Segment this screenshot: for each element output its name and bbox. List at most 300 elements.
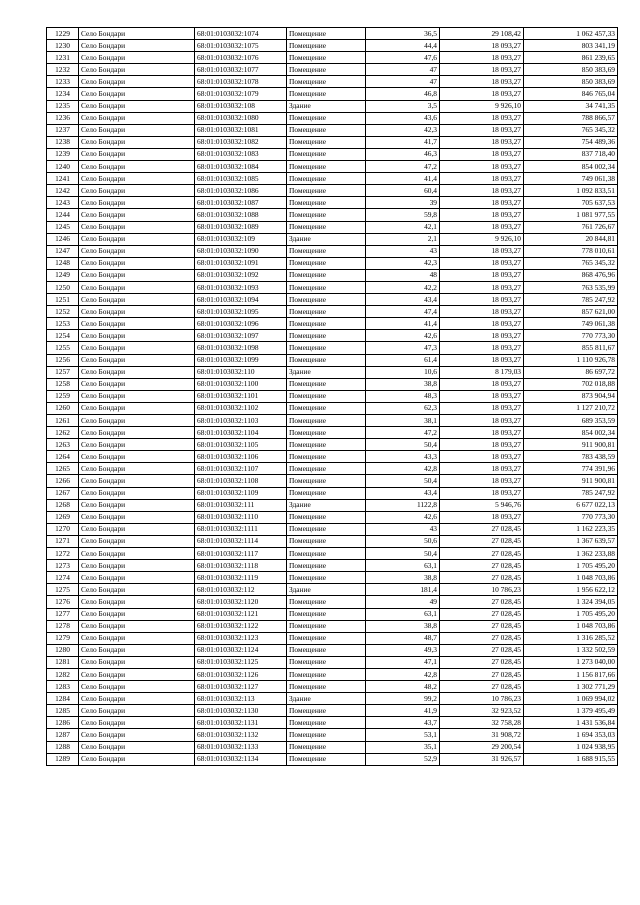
area-cell: 38,8 — [366, 378, 440, 390]
table-row — [47, 281, 618, 293]
settlement-cell: Село Бондари — [79, 620, 195, 632]
settlement-cell: Село Бондари — [79, 681, 195, 693]
cadastral-value-cell: 770 773,30 — [524, 511, 618, 523]
row-number-cell: 1242 — [47, 185, 79, 197]
object-type-cell: Здание — [287, 584, 366, 596]
unit-value-cell: 32 923,52 — [440, 705, 524, 717]
table-row — [47, 294, 618, 306]
unit-value-cell: 27 028,45 — [440, 668, 524, 680]
unit-value-cell: 27 028,45 — [440, 620, 524, 632]
object-type-cell: Помещение — [287, 729, 366, 741]
row-number-cell: 1264 — [47, 451, 79, 463]
settlement-cell: Село Бондари — [79, 64, 195, 76]
unit-value-cell: 18 093,27 — [440, 294, 524, 306]
row-number-cell: 1232 — [47, 64, 79, 76]
unit-value-cell: 18 093,27 — [440, 306, 524, 318]
object-type-cell: Помещение — [287, 608, 366, 620]
row-number-cell: 1285 — [47, 705, 79, 717]
cadastral-value-cell: 788 866,57 — [524, 112, 618, 124]
settlement-cell: Село Бондари — [79, 402, 195, 414]
table-row — [47, 668, 618, 680]
unit-value-cell: 27 028,45 — [440, 548, 524, 560]
cadastral-value-cell: 765 345,32 — [524, 124, 618, 136]
unit-value-cell: 9 926,10 — [440, 100, 524, 112]
cadastral-value-cell: 86 697,72 — [524, 366, 618, 378]
settlement-cell: Село Бондари — [79, 366, 195, 378]
object-type-cell: Помещение — [287, 40, 366, 52]
row-number-cell: 1259 — [47, 390, 79, 402]
cadastral-number-cell: 68:01:0103032:1075 — [195, 40, 287, 52]
settlement-cell: Село Бондари — [79, 100, 195, 112]
cadastral-number-cell: 68:01:0103032:1091 — [195, 257, 287, 269]
object-type-cell: Помещение — [287, 257, 366, 269]
cadastral-value-cell: 1 332 502,59 — [524, 644, 618, 656]
object-type-cell: Помещение — [287, 596, 366, 608]
cadastral-value-cell: 1 379 495,49 — [524, 705, 618, 717]
cadastral-number-cell: 68:01:0103032:1119 — [195, 572, 287, 584]
cadastral-value-cell: 1 694 353,03 — [524, 729, 618, 741]
cadastral-value-cell: 861 239,65 — [524, 52, 618, 64]
cadastral-number-cell: 68:01:0103032:1130 — [195, 705, 287, 717]
row-number-cell: 1246 — [47, 233, 79, 245]
table-row — [47, 717, 618, 729]
table-row — [47, 88, 618, 100]
area-cell: 43,7 — [366, 717, 440, 729]
cadastral-value-cell: 1 110 926,78 — [524, 354, 618, 366]
settlement-cell: Село Бондари — [79, 693, 195, 705]
row-number-cell: 1244 — [47, 209, 79, 221]
cadastral-value-cell: 778 010,61 — [524, 245, 618, 257]
settlement-cell: Село Бондари — [79, 161, 195, 173]
table-row — [47, 209, 618, 221]
area-cell: 42,2 — [366, 281, 440, 293]
unit-value-cell: 31 926,57 — [440, 753, 524, 765]
area-cell: 42,6 — [366, 511, 440, 523]
row-number-cell: 1235 — [47, 100, 79, 112]
cadastral-number-cell: 68:01:0103032:1124 — [195, 644, 287, 656]
row-number-cell: 1270 — [47, 523, 79, 535]
object-type-cell: Здание — [287, 100, 366, 112]
row-number-cell: 1255 — [47, 342, 79, 354]
row-number-cell: 1239 — [47, 148, 79, 160]
object-type-cell: Помещение — [287, 427, 366, 439]
unit-value-cell: 18 093,27 — [440, 463, 524, 475]
cadastral-value-cell: 1 092 833,51 — [524, 185, 618, 197]
settlement-cell: Село Бондари — [79, 173, 195, 185]
table-row — [47, 572, 618, 584]
table-row — [47, 475, 618, 487]
unit-value-cell: 18 093,27 — [440, 76, 524, 88]
cadastral-number-cell: 68:01:0103032:1074 — [195, 28, 287, 40]
row-number-cell: 1253 — [47, 318, 79, 330]
unit-value-cell: 18 093,27 — [440, 451, 524, 463]
object-type-cell: Помещение — [287, 717, 366, 729]
cadastral-value-cell: 1 316 285,52 — [524, 632, 618, 644]
row-number-cell: 1263 — [47, 439, 79, 451]
cadastral-value-cell: 873 904,94 — [524, 390, 618, 402]
cadastral-number-cell: 68:01:0103032:1104 — [195, 427, 287, 439]
table-row — [47, 64, 618, 76]
area-cell: 50,6 — [366, 535, 440, 547]
cadastral-value-cell: 754 489,36 — [524, 136, 618, 148]
unit-value-cell: 18 093,27 — [440, 209, 524, 221]
settlement-cell: Село Бондари — [79, 245, 195, 257]
cadastral-number-cell: 68:01:0103032:1100 — [195, 378, 287, 390]
area-cell: 43,6 — [366, 112, 440, 124]
row-number-cell: 1248 — [47, 257, 79, 269]
cadastral-number-cell: 68:01:0103032:1126 — [195, 668, 287, 680]
unit-value-cell: 9 926,10 — [440, 233, 524, 245]
unit-value-cell: 18 093,27 — [440, 439, 524, 451]
unit-value-cell: 18 093,27 — [440, 245, 524, 257]
area-cell: 36,5 — [366, 28, 440, 40]
area-cell: 41,4 — [366, 173, 440, 185]
settlement-cell: Село Бондари — [79, 281, 195, 293]
settlement-cell: Село Бондари — [79, 705, 195, 717]
settlement-cell: Село Бондари — [79, 415, 195, 427]
row-number-cell: 1240 — [47, 161, 79, 173]
object-type-cell: Помещение — [287, 112, 366, 124]
settlement-cell: Село Бондари — [79, 257, 195, 269]
unit-value-cell: 10 786,23 — [440, 584, 524, 596]
object-type-cell: Помещение — [287, 475, 366, 487]
cadastral-value-cell: 1 048 703,86 — [524, 572, 618, 584]
object-type-cell: Помещение — [287, 221, 366, 233]
row-number-cell: 1289 — [47, 753, 79, 765]
cadastral-value-cell: 911 900,81 — [524, 439, 618, 451]
object-type-cell: Помещение — [287, 281, 366, 293]
table-row — [47, 499, 618, 511]
settlement-cell: Село Бондари — [79, 40, 195, 52]
unit-value-cell: 18 093,27 — [440, 354, 524, 366]
area-cell: 2,1 — [366, 233, 440, 245]
cadastral-value-cell: 1 273 040,00 — [524, 656, 618, 668]
cadastral-number-cell: 68:01:0103032:1077 — [195, 64, 287, 76]
area-cell: 41,9 — [366, 705, 440, 717]
cadastral-number-cell: 68:01:0103032:1121 — [195, 608, 287, 620]
object-type-cell: Помещение — [287, 64, 366, 76]
unit-value-cell: 18 093,27 — [440, 124, 524, 136]
area-cell: 43 — [366, 523, 440, 535]
cadastral-number-cell: 68:01:0103032:1084 — [195, 161, 287, 173]
cadastral-value-cell: 1 302 771,29 — [524, 681, 618, 693]
unit-value-cell: 18 093,27 — [440, 52, 524, 64]
cadastral-value-cell: 1 081 977,55 — [524, 209, 618, 221]
object-type-cell: Помещение — [287, 209, 366, 221]
object-type-cell: Помещение — [287, 705, 366, 717]
row-number-cell: 1272 — [47, 548, 79, 560]
object-type-cell: Помещение — [287, 330, 366, 342]
unit-value-cell: 18 093,27 — [440, 475, 524, 487]
area-cell: 46,3 — [366, 148, 440, 160]
cadastral-value-cell: 1 162 223,35 — [524, 523, 618, 535]
settlement-cell: Село Бондари — [79, 572, 195, 584]
cadastral-number-cell: 68:01:0103032:1123 — [195, 632, 287, 644]
settlement-cell: Село Бондари — [79, 88, 195, 100]
table-row — [47, 427, 618, 439]
row-number-cell: 1284 — [47, 693, 79, 705]
row-number-cell: 1262 — [47, 427, 79, 439]
table-row — [47, 644, 618, 656]
cadastral-table — [46, 27, 618, 766]
cadastral-number-cell: 68:01:0103032:1122 — [195, 620, 287, 632]
settlement-cell: Село Бондари — [79, 52, 195, 64]
settlement-cell: Село Бондари — [79, 354, 195, 366]
cadastral-value-cell: 783 438,59 — [524, 451, 618, 463]
area-cell: 48,2 — [366, 681, 440, 693]
object-type-cell: Помещение — [287, 390, 366, 402]
unit-value-cell: 27 028,45 — [440, 608, 524, 620]
row-number-cell: 1245 — [47, 221, 79, 233]
unit-value-cell: 27 028,45 — [440, 572, 524, 584]
cadastral-number-cell: 68:01:0103032:1083 — [195, 148, 287, 160]
settlement-cell: Село Бондари — [79, 487, 195, 499]
unit-value-cell: 18 093,27 — [440, 88, 524, 100]
unit-value-cell: 29 200,54 — [440, 741, 524, 753]
row-number-cell: 1273 — [47, 560, 79, 572]
table-row — [47, 560, 618, 572]
unit-value-cell: 18 093,27 — [440, 427, 524, 439]
cadastral-number-cell: 68:01:0103032:1099 — [195, 354, 287, 366]
cadastral-value-cell: 857 621,00 — [524, 306, 618, 318]
cadastral-value-cell: 774 391,96 — [524, 463, 618, 475]
object-type-cell: Помещение — [287, 318, 366, 330]
row-number-cell: 1279 — [47, 632, 79, 644]
row-number-cell: 1236 — [47, 112, 79, 124]
unit-value-cell: 18 093,27 — [440, 378, 524, 390]
area-cell: 181,4 — [366, 584, 440, 596]
area-cell: 99,2 — [366, 693, 440, 705]
table-body — [47, 28, 618, 766]
object-type-cell: Помещение — [287, 269, 366, 281]
settlement-cell: Село Бондари — [79, 644, 195, 656]
settlement-cell: Село Бондари — [79, 221, 195, 233]
cadastral-value-cell: 1 048 703,86 — [524, 620, 618, 632]
object-type-cell: Помещение — [287, 52, 366, 64]
object-type-cell: Помещение — [287, 487, 366, 499]
object-type-cell: Помещение — [287, 656, 366, 668]
unit-value-cell: 18 093,27 — [440, 64, 524, 76]
area-cell: 44,4 — [366, 40, 440, 52]
area-cell: 47,1 — [366, 656, 440, 668]
table-row — [47, 245, 618, 257]
cadastral-number-cell: 68:01:0103032:1096 — [195, 318, 287, 330]
settlement-cell: Село Бондари — [79, 741, 195, 753]
table-row — [47, 136, 618, 148]
cadastral-number-cell: 68:01:0103032:1076 — [195, 52, 287, 64]
object-type-cell: Помещение — [287, 451, 366, 463]
cadastral-value-cell: 854 002,34 — [524, 161, 618, 173]
cadastral-value-cell: 785 247,92 — [524, 487, 618, 499]
settlement-cell: Село Бондари — [79, 548, 195, 560]
table-row — [47, 584, 618, 596]
area-cell: 41,7 — [366, 136, 440, 148]
cadastral-value-cell: 689 353,59 — [524, 415, 618, 427]
cadastral-value-cell: 20 844,81 — [524, 233, 618, 245]
cadastral-number-cell: 68:01:0103032:1127 — [195, 681, 287, 693]
table-row — [47, 596, 618, 608]
cadastral-number-cell: 68:01:0103032:108 — [195, 100, 287, 112]
cadastral-number-cell: 68:01:0103032:1095 — [195, 306, 287, 318]
row-number-cell: 1250 — [47, 281, 79, 293]
row-number-cell: 1258 — [47, 378, 79, 390]
table-row — [47, 402, 618, 414]
table-row — [47, 330, 618, 342]
settlement-cell: Село Бондари — [79, 535, 195, 547]
cadastral-value-cell: 761 726,67 — [524, 221, 618, 233]
settlement-cell: Село Бондари — [79, 717, 195, 729]
object-type-cell: Помещение — [287, 161, 366, 173]
cadastral-number-cell: 68:01:0103032:112 — [195, 584, 287, 596]
unit-value-cell: 18 093,27 — [440, 136, 524, 148]
object-type-cell: Помещение — [287, 76, 366, 88]
table-row — [47, 608, 618, 620]
object-type-cell: Помещение — [287, 439, 366, 451]
cadastral-number-cell: 68:01:0103032:111 — [195, 499, 287, 511]
row-number-cell: 1252 — [47, 306, 79, 318]
unit-value-cell: 18 093,27 — [440, 40, 524, 52]
cadastral-value-cell: 705 637,53 — [524, 197, 618, 209]
settlement-cell: Село Бондари — [79, 463, 195, 475]
settlement-cell: Село Бондари — [79, 608, 195, 620]
table-row — [47, 656, 618, 668]
cadastral-number-cell: 68:01:0103032:1097 — [195, 330, 287, 342]
area-cell: 47 — [366, 64, 440, 76]
row-number-cell: 1271 — [47, 535, 79, 547]
cadastral-number-cell: 68:01:0103032:1101 — [195, 390, 287, 402]
settlement-cell: Село Бондари — [79, 475, 195, 487]
unit-value-cell: 27 028,45 — [440, 596, 524, 608]
area-cell: 63,1 — [366, 608, 440, 620]
cadastral-value-cell: 854 002,34 — [524, 427, 618, 439]
object-type-cell: Помещение — [287, 88, 366, 100]
table-row — [47, 620, 618, 632]
settlement-cell: Село Бондари — [79, 185, 195, 197]
cadastral-value-cell: 850 383,69 — [524, 64, 618, 76]
area-cell: 10,6 — [366, 366, 440, 378]
area-cell: 42,8 — [366, 463, 440, 475]
cadastral-number-cell: 68:01:0103032:1094 — [195, 294, 287, 306]
area-cell: 43,4 — [366, 294, 440, 306]
cadastral-number-cell: 68:01:0103032:1103 — [195, 415, 287, 427]
object-type-cell: Помещение — [287, 354, 366, 366]
unit-value-cell: 18 093,27 — [440, 487, 524, 499]
area-cell: 50,4 — [366, 548, 440, 560]
area-cell: 63,1 — [366, 560, 440, 572]
table-row — [47, 523, 618, 535]
table-row — [47, 632, 618, 644]
cadastral-value-cell: 763 535,99 — [524, 281, 618, 293]
cadastral-number-cell: 68:01:0103032:1086 — [195, 185, 287, 197]
unit-value-cell: 27 028,45 — [440, 560, 524, 572]
table-row — [47, 197, 618, 209]
object-type-cell: Помещение — [287, 148, 366, 160]
area-cell: 49 — [366, 596, 440, 608]
cadastral-value-cell: 911 900,81 — [524, 475, 618, 487]
table-row — [47, 221, 618, 233]
settlement-cell: Село Бондари — [79, 342, 195, 354]
unit-value-cell: 31 908,72 — [440, 729, 524, 741]
unit-value-cell: 27 028,45 — [440, 681, 524, 693]
object-type-cell: Помещение — [287, 306, 366, 318]
row-number-cell: 1249 — [47, 269, 79, 281]
cadastral-number-cell: 68:01:0103032:1098 — [195, 342, 287, 354]
row-number-cell: 1257 — [47, 366, 79, 378]
object-type-cell: Помещение — [287, 668, 366, 680]
table-row — [47, 463, 618, 475]
row-number-cell: 1278 — [47, 620, 79, 632]
cadastral-value-cell: 1 688 915,55 — [524, 753, 618, 765]
unit-value-cell: 18 093,27 — [440, 269, 524, 281]
cadastral-number-cell: 68:01:0103032:1132 — [195, 729, 287, 741]
area-cell: 41,4 — [366, 318, 440, 330]
row-number-cell: 1266 — [47, 475, 79, 487]
cadastral-number-cell: 68:01:0103032:1108 — [195, 475, 287, 487]
unit-value-cell: 5 946,76 — [440, 499, 524, 511]
unit-value-cell: 8 179,03 — [440, 366, 524, 378]
cadastral-number-cell: 68:01:0103032:1133 — [195, 741, 287, 753]
unit-value-cell: 18 093,27 — [440, 342, 524, 354]
object-type-cell: Помещение — [287, 620, 366, 632]
settlement-cell: Село Бондари — [79, 209, 195, 221]
cadastral-value-cell: 1 956 622,12 — [524, 584, 618, 596]
area-cell: 42,3 — [366, 124, 440, 136]
row-number-cell: 1275 — [47, 584, 79, 596]
unit-value-cell: 18 093,27 — [440, 390, 524, 402]
table-row — [47, 124, 618, 136]
row-number-cell: 1269 — [47, 511, 79, 523]
area-cell: 43,3 — [366, 451, 440, 463]
settlement-cell: Село Бондари — [79, 511, 195, 523]
object-type-cell: Помещение — [287, 511, 366, 523]
area-cell: 62,3 — [366, 402, 440, 414]
cadastral-number-cell: 68:01:0103032:1102 — [195, 402, 287, 414]
cadastral-value-cell: 1 024 938,95 — [524, 741, 618, 753]
row-number-cell: 1276 — [47, 596, 79, 608]
table-row — [47, 100, 618, 112]
unit-value-cell: 18 093,27 — [440, 148, 524, 160]
cadastral-number-cell: 68:01:0103032:109 — [195, 233, 287, 245]
cadastral-number-cell: 68:01:0103032:1081 — [195, 124, 287, 136]
row-number-cell: 1260 — [47, 402, 79, 414]
cadastral-number-cell: 68:01:0103032:1105 — [195, 439, 287, 451]
row-number-cell: 1231 — [47, 52, 79, 64]
unit-value-cell: 18 093,27 — [440, 318, 524, 330]
cadastral-number-cell: 68:01:0103032:1092 — [195, 269, 287, 281]
cadastral-value-cell: 803 341,19 — [524, 40, 618, 52]
area-cell: 59,8 — [366, 209, 440, 221]
settlement-cell: Село Бондари — [79, 378, 195, 390]
table-row — [47, 741, 618, 753]
object-type-cell: Помещение — [287, 185, 366, 197]
area-cell: 48,7 — [366, 632, 440, 644]
object-type-cell: Помещение — [287, 753, 366, 765]
area-cell: 52,9 — [366, 753, 440, 765]
table-row — [47, 511, 618, 523]
row-number-cell: 1230 — [47, 40, 79, 52]
area-cell: 47,2 — [366, 161, 440, 173]
settlement-cell: Село Бондари — [79, 197, 195, 209]
settlement-cell: Село Бондари — [79, 390, 195, 402]
unit-value-cell: 18 093,27 — [440, 112, 524, 124]
settlement-cell: Село Бондари — [79, 28, 195, 40]
settlement-cell: Село Бондари — [79, 523, 195, 535]
cadastral-value-cell: 868 476,96 — [524, 269, 618, 281]
cadastral-value-cell: 749 061,38 — [524, 173, 618, 185]
table-row — [47, 705, 618, 717]
unit-value-cell: 18 093,27 — [440, 402, 524, 414]
unit-value-cell: 29 108,42 — [440, 28, 524, 40]
